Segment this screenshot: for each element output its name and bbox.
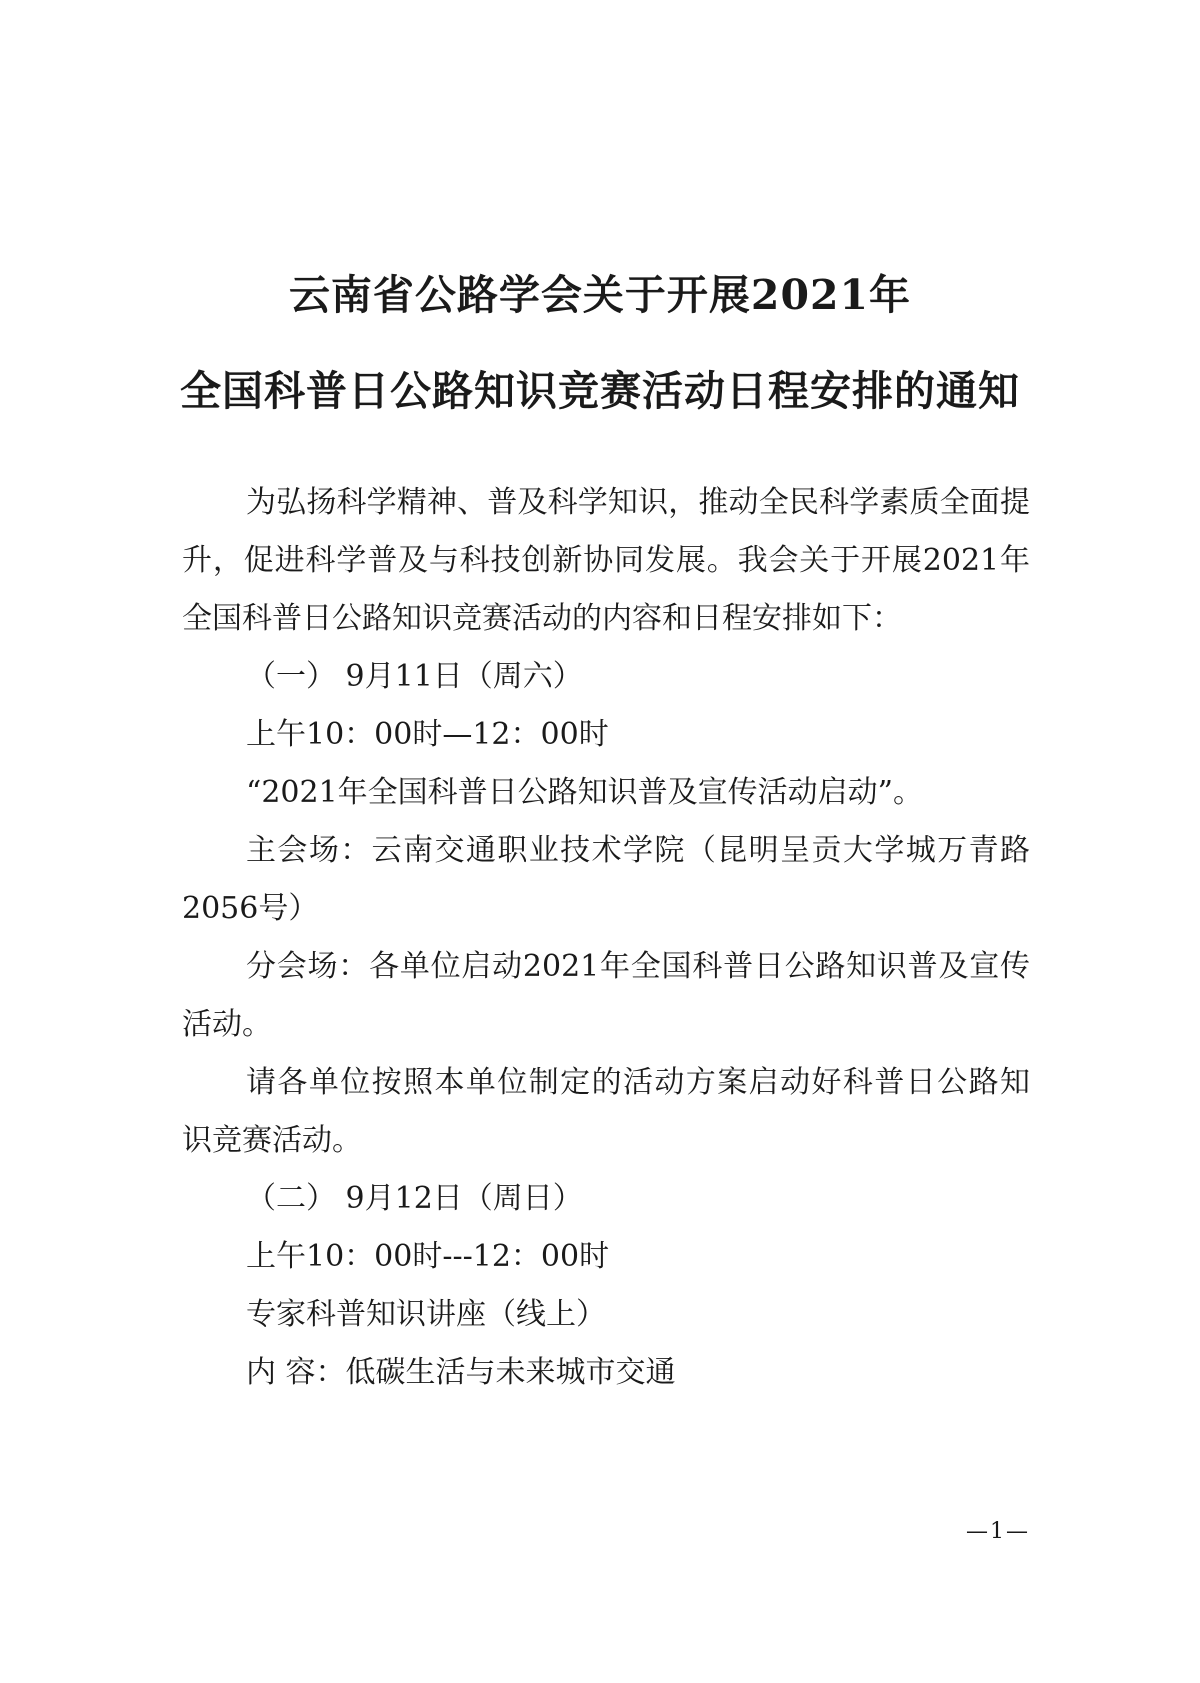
schedule-time-1: 上午10：00时—12：00时: [246, 717, 609, 752]
section-heading-1: （一） 9月11日（周六）: [246, 659, 583, 694]
event-title-2: 专家科普知识讲座（线上）: [246, 1297, 606, 1332]
document-title-line-1: 云南省公路学会关于开展2021年: [288, 271, 912, 319]
instruction-line-2: 识竞赛活动。: [182, 1123, 362, 1158]
body-line-3: 全国科普日公路知识竞赛活动的内容和日程安排如下：: [182, 601, 902, 636]
document-title-line-2: 全国科普日公路知识竞赛活动日程安排的通知: [180, 367, 1020, 415]
page-number: —1—: [966, 1519, 1030, 1544]
sub-venue-line-1: 分会场：各单位启动2021年全国科普日公路知识普及宣传: [246, 949, 1030, 984]
schedule-time-2: 上午10：00时---12：00时: [246, 1239, 610, 1274]
main-venue-line-2: 2056号）: [182, 891, 319, 926]
main-venue-line-1: 主会场：云南交通职业技术学院（昆明呈贡大学城万青路: [246, 833, 1030, 868]
body-line-1: 为弘扬科学精神、普及科学知识，推动全民科学素质全面提: [246, 485, 1030, 520]
sub-venue-line-2: 活动。: [182, 1007, 272, 1042]
event-title-1: “2021年全国科普日公路知识普及宣传活动启动”。: [246, 775, 924, 810]
body-line-2: 升，促进科学普及与科技创新协同发展。我会关于开展2021年: [182, 543, 1030, 578]
section-heading-2: （二） 9月12日（周日）: [246, 1181, 583, 1216]
instruction-line-1: 请各单位按照本单位制定的活动方案启动好科普日公路知: [246, 1065, 1030, 1100]
lecture-content: 内 容：低碳生活与未来城市交通: [246, 1355, 676, 1390]
